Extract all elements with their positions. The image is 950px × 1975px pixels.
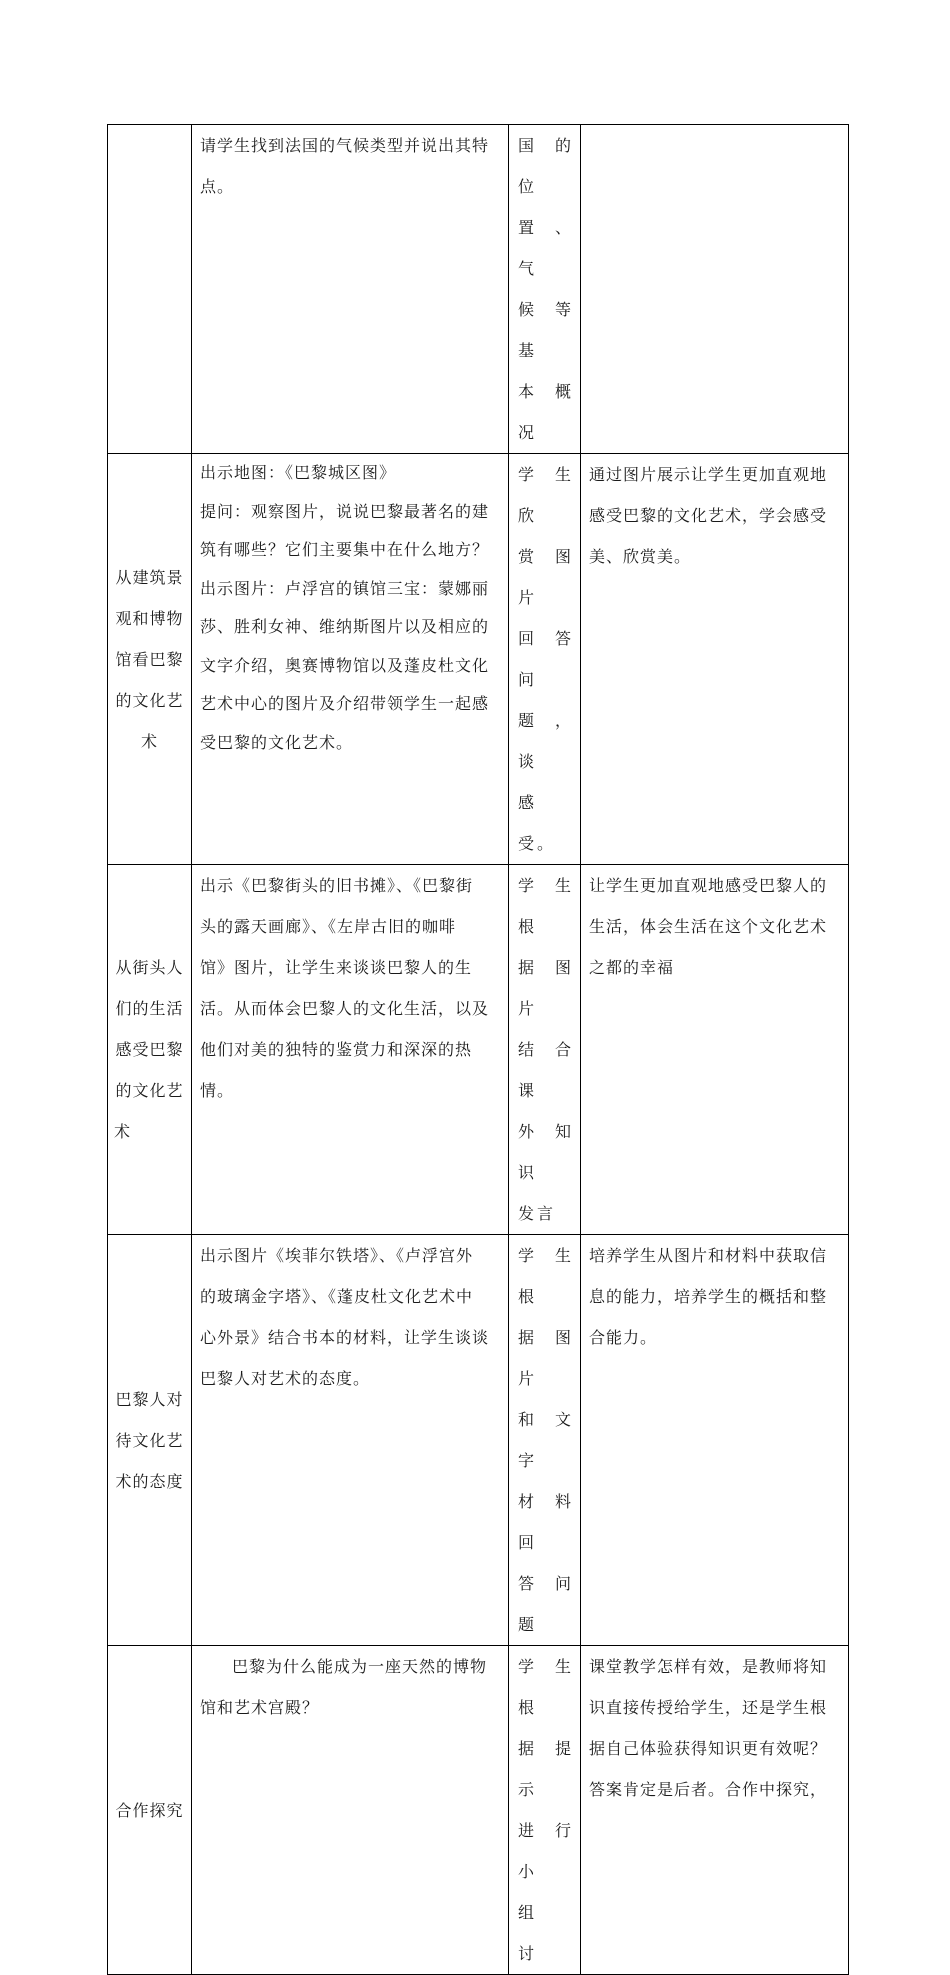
cell-line: 题，谈 <box>518 711 574 771</box>
student-activity-cell <box>509 1235 581 1646</box>
stage-cell <box>108 865 192 1235</box>
cell-line: 外知识 <box>518 1122 574 1182</box>
cell-line: 国的位 <box>518 136 574 196</box>
cell-line: 筑有哪些？它们主要集中在什么地方？ <box>200 540 490 559</box>
cell-line: 提问：观察图片，说说巴黎最著名的建 <box>200 501 490 521</box>
cell-line: 培养学生从图片和材料中获取信 <box>589 1246 828 1265</box>
stage-cell <box>108 125 192 454</box>
teacher-activity-cell <box>192 865 509 1235</box>
cell-line: 艺术中心的图片及介绍带领学生一起感 <box>200 694 490 713</box>
cell-line: 们的生活 <box>115 999 184 1018</box>
cell-line: 巴黎为什么能成为一座天然的博物 <box>232 1657 488 1676</box>
cell-line: 馆》图片，让学生来谈谈巴黎人的生 <box>200 958 473 977</box>
cell-line: 合能力。 <box>589 1328 658 1347</box>
cell-line: 息的能力，培养学生的概括和整 <box>589 1287 828 1306</box>
cell-line: 答问题 <box>518 1574 574 1634</box>
cell-line: 出示《巴黎街头的旧书摊》、《巴黎街 <box>200 876 474 895</box>
cell-line: 据提示 <box>518 1739 574 1799</box>
design-intent-cell <box>581 865 849 1235</box>
cell-line: 巴黎人对艺术的态度。 <box>200 1369 371 1388</box>
design-intent-cell <box>581 1235 849 1646</box>
cell-line: 馆看巴黎 <box>115 649 184 669</box>
teacher-activity-cell <box>192 1235 509 1646</box>
lesson-plan-table <box>107 124 849 1975</box>
cell-line: 通过图片展示让学生更加直观地 <box>589 465 828 484</box>
cell-line: 巴黎人对 <box>115 1389 184 1409</box>
teacher-activity-cell <box>192 125 509 454</box>
cell-line: 学生根 <box>518 1657 574 1717</box>
cell-line: 术 <box>114 1122 132 1141</box>
student-activity-cell <box>509 125 581 454</box>
cell-line: 结合课 <box>518 1040 574 1100</box>
cell-line: 出示图片：卢浮宫的镇馆三宝：蒙娜丽 <box>200 578 490 598</box>
cell-line: 点。 <box>200 177 235 196</box>
design-intent-cell <box>581 454 849 865</box>
cell-line: 从建筑景 <box>115 567 184 587</box>
cell-line: 回答问 <box>518 629 574 689</box>
cell-line: 头的露天画廊》、《左岸古旧的咖啡 <box>200 917 457 936</box>
cell-line: 学生欣 <box>518 465 574 525</box>
cell-line: 感受巴黎 <box>115 1040 184 1059</box>
cell-line: 发言 <box>518 1204 557 1223</box>
stage-cell <box>108 1235 192 1646</box>
cell-line: 候等基 <box>518 300 574 360</box>
cell-line: 学生根 <box>518 1246 574 1306</box>
cell-line: 据图片 <box>518 1328 574 1388</box>
cell-line: 活。从而体会巴黎人的文化生活，以及 <box>200 999 490 1018</box>
teacher-activity-cell <box>192 454 509 865</box>
stage-cell <box>108 454 192 865</box>
cell-line: 感受巴黎的文化艺术，学会感受 <box>589 506 828 525</box>
cell-line: 课堂教学怎样有效，是教师将知 <box>589 1657 828 1676</box>
cell-line: 请学生找到法国的气候类型并说出其特 <box>200 136 490 155</box>
table-row <box>108 454 849 865</box>
cell-line: 馆和艺术宫殿？ <box>200 1698 320 1717</box>
cell-line: 答案肯定是后者。合作中探究， <box>589 1780 828 1799</box>
design-intent-cell <box>581 125 849 454</box>
cell-line: 术 <box>140 731 158 751</box>
cell-line: 受巴黎的文化艺术。 <box>200 732 354 752</box>
teacher-activity-cell <box>192 1646 509 1975</box>
cell-line: 的文化艺 <box>115 1081 184 1100</box>
cell-line: 他们对美的独特的鉴赏力和深深的热 <box>200 1040 473 1059</box>
cell-line: 观和博物 <box>115 608 184 628</box>
cell-line: 据图片 <box>518 958 574 1018</box>
cell-line: 术的态度 <box>115 1471 184 1491</box>
student-activity-cell <box>509 1646 581 1975</box>
table-row <box>108 865 849 1235</box>
cell-line: 让学生更加直观地感受巴黎人的 <box>589 876 828 895</box>
cell-line: 美、欣赏美。 <box>589 547 692 566</box>
cell-line: 情。 <box>200 1081 235 1100</box>
table-row <box>108 1646 849 1975</box>
student-activity-cell <box>509 865 581 1235</box>
cell-line: 生活，体会生活在这个文化艺术 <box>589 917 828 936</box>
cell-line: 出示地图：《巴黎城区图》 <box>200 463 397 482</box>
design-intent-cell <box>581 1646 849 1975</box>
cell-line: 进行小 <box>518 1821 574 1881</box>
cell-line: 待文化艺 <box>115 1430 184 1450</box>
cell-line: 之都的幸福 <box>589 958 675 977</box>
cell-line: 组 讨 <box>518 1903 557 1963</box>
cell-line: 材料回 <box>518 1492 574 1552</box>
cell-line: 的玻璃金字塔》、《蓬皮杜文化艺术中 <box>200 1287 474 1306</box>
cell-line: 出示图片《埃菲尔铁塔》、《卢浮宫外 <box>200 1246 474 1265</box>
cell-line: 感受。 <box>518 793 557 853</box>
cell-line: 置、气 <box>518 218 574 278</box>
stage-cell <box>108 1646 192 1975</box>
table-row <box>108 1235 849 1646</box>
cell-line: 从街头人 <box>115 958 184 977</box>
cell-line: 本概况 <box>518 382 574 442</box>
cell-line: 合作探究 <box>115 1800 184 1820</box>
cell-line: 的文化艺 <box>115 690 184 710</box>
student-activity-cell <box>509 454 581 865</box>
cell-line: 识直接传授给学生，还是学生根 <box>589 1698 828 1717</box>
cell-line: 学生根 <box>518 876 574 936</box>
cell-line: 和文字 <box>518 1410 574 1470</box>
cell-line: 心外景》结合书本的材料，让学生谈谈 <box>200 1328 490 1347</box>
cell-line: 据自己体验获得知识更有效呢？ <box>589 1739 828 1758</box>
cell-line: 莎、胜利女神、维纳斯图片以及相应的 <box>200 617 490 636</box>
cell-line: 文字介绍，奥赛博物馆以及蓬皮杜文化 <box>200 655 490 675</box>
table-row <box>108 125 849 454</box>
cell-line: 赏图片 <box>518 547 574 607</box>
